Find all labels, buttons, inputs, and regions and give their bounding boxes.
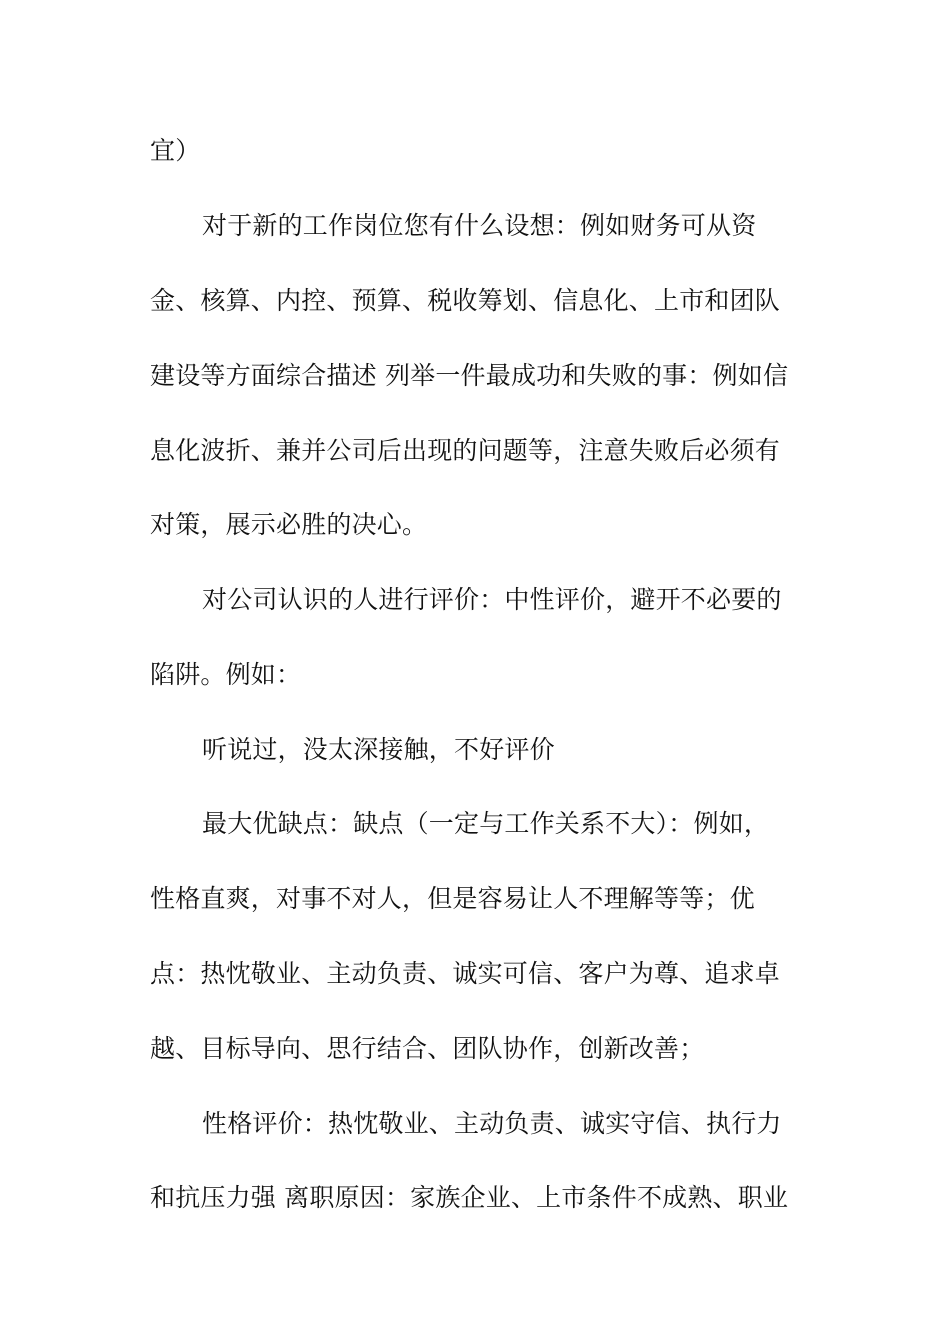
text-line: 宜） [150,136,201,165]
text-line: 对策，展示必胜的决心。 [150,510,428,539]
text-line: 金、核算、内控、预算、税收筹划、信息化、上市和团队 [150,286,781,315]
text-line: 性格直爽，对事不对人，但是容易让人不理解等等；优 [150,884,755,913]
text-line: 息化波折、兼并公司后出现的问题等，注意失败后必须有 [150,436,781,465]
text-line: 点：热忱敬业、主动负责、诚实可信、客户为尊、追求卓 [150,959,781,988]
text-line: 越、目标导向、思行结合、团队协作，创新改善； [150,1034,705,1063]
paragraph-start: 性格评价：热忱敬业、主动负责、诚实守信、执行力 [202,1109,782,1138]
text-line: 陷阱。例如： [150,660,302,689]
text-line: 和抗压力强 离职原因：家族企业、上市条件不成熟、职业 [150,1183,789,1212]
text-line: 建设等方面综合描述 列举一件最成功和失败的事：例如信 [150,361,789,390]
paragraph-start: 对于新的工作岗位您有什么设想：例如财务可从资 [202,211,757,240]
paragraph-start: 听说过，没太深接触，不好评价 [202,735,555,764]
paragraph-start: 对公司认识的人进行评价：中性评价，避开不必要的 [202,585,782,614]
paragraph-start: 最大优缺点：缺点（一定与工作关系不大）：例如， [202,809,770,838]
